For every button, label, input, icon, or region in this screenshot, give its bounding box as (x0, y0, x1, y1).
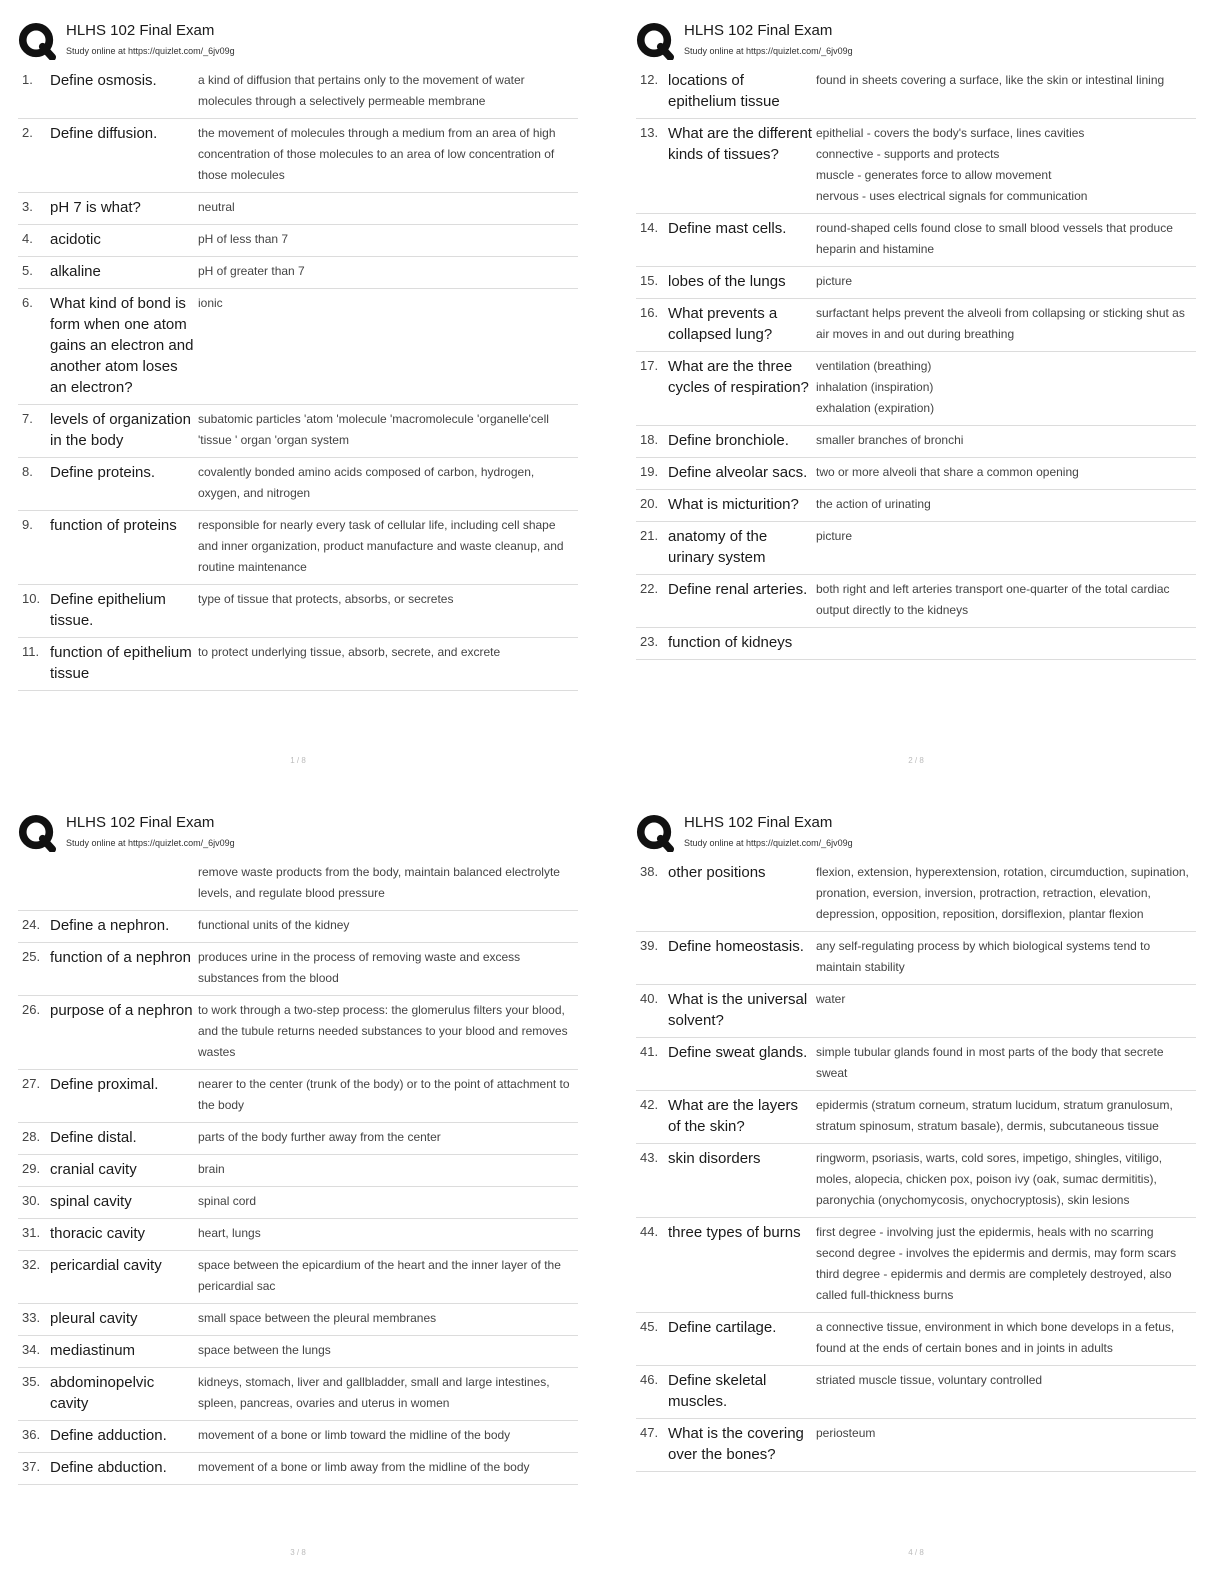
term-number: 43. (640, 1150, 659, 1165)
term-text: Define osmosis. (50, 72, 157, 89)
term-row (18, 1187, 578, 1219)
term-number (18, 862, 50, 904)
term-number: 32. (22, 1257, 41, 1272)
term-definition: surfactant helps prevent the alveoli from collapsing or sticking shut as air moves in and out during breathing (816, 306, 1185, 341)
term-definition: epidermis (stratum corneum, stratum lucidum, stratum granulosum, stratum spinosum, stratum basale), dermis, subcutaneous tissue (816, 1098, 1173, 1133)
term-row (636, 628, 1196, 660)
page-1 (18, 14, 598, 789)
term-definition: nearer to the center (trunk of the body) or to the point of attachment to the body (198, 1077, 570, 1112)
term-number: 20. (640, 496, 659, 511)
term-number: 38. (640, 864, 659, 879)
term-text: What is the universal solvent? (668, 991, 808, 1029)
term-definition: neutral (198, 200, 235, 214)
term-definition (816, 632, 1196, 653)
term-definition: movement of a bone or limb away from the midline of the body (198, 1460, 530, 1474)
term-definition: kidneys, stomach, liver and gallbladder, small and large intestines, spleen, pancreas, ovaries and uterus in women (198, 1375, 550, 1410)
term-text: alkaline (50, 263, 101, 280)
term-number: 5. (22, 263, 33, 278)
term-definition: any self-regulating process by which biological systems tend to maintain stability (816, 939, 1151, 974)
term-definition: smaller branches of bronchi (816, 433, 964, 447)
term-row (18, 458, 578, 511)
term-text: acidotic (50, 231, 101, 248)
term-text: Define sweat glands. (668, 1044, 808, 1061)
term-text: Define a nephron. (50, 917, 170, 934)
term-text: lobes of the lungs (668, 273, 786, 290)
term-number: 17. (640, 358, 659, 373)
term-definition: the movement of molecules through a medium from an area of high concentration of those molecules to an area of low concentration of those molecules (198, 126, 556, 182)
term-definition: pH of greater than 7 (198, 264, 305, 278)
term-definition: space between the lungs (198, 1343, 331, 1357)
term-definition: covalently bonded amino acids composed of carbon, hydrogen, oxygen, and nitrogen (198, 465, 535, 500)
term-definition: water (816, 992, 846, 1006)
term-number: 6. (22, 295, 33, 310)
term-text: thoracic cavity (50, 1225, 146, 1242)
quizlet-logo-icon (636, 814, 674, 852)
term-definition: ringworm, psoriasis, warts, cold sores, impetigo, shingles, vitiligo, moles, alopecia, chicken pox, poison ivy (oak, sumac dermititis), paronychia (onychomycosis, onychocryptosis), skin lesions (816, 1151, 1163, 1207)
term-number: 34. (22, 1342, 41, 1357)
page-header (636, 20, 1216, 64)
term-number: 41. (640, 1044, 659, 1059)
term-text: Define proximal. (50, 1076, 159, 1093)
term-definition: remove waste products from the body, maintain balanced electrolyte levels, and regulate blood pressure (198, 865, 560, 900)
term-text: purpose of a nephron (50, 1002, 193, 1019)
page-title: HLHS 102 Final Exam (66, 814, 215, 831)
term-number: 35. (22, 1374, 41, 1389)
term-row (18, 66, 578, 119)
term-number: 8. (22, 464, 33, 479)
term-text: What are the layers of the skin? (668, 1097, 799, 1135)
term-list (18, 66, 578, 691)
term-number: 19. (640, 464, 659, 479)
term-number: 13. (640, 125, 659, 140)
term-row (18, 1251, 578, 1304)
study-online-link[interactable]: Study online at https://quizlet.com/_6jv09g (66, 46, 235, 56)
term-definition: a kind of diffusion that pertains only to the movement of water molecules through a selectively permeable membrane (198, 73, 525, 108)
term-definition: produces urine in the process of removing waste and excess substances from the blood (198, 950, 521, 985)
term-list (636, 858, 1196, 1472)
term-text: Define bronchiole. (668, 432, 789, 449)
term-text: function of proteins (50, 517, 177, 534)
term-text: anatomy of the urinary system (668, 528, 768, 566)
term-row (636, 932, 1196, 985)
term-text: Define adduction. (50, 1427, 167, 1444)
term-definition: heart, lungs (198, 1226, 261, 1240)
page-header (18, 812, 598, 856)
term-number: 37. (22, 1459, 41, 1474)
term-row (18, 996, 578, 1070)
term-row (18, 289, 578, 405)
quizlet-logo-icon (18, 22, 56, 60)
page-title: HLHS 102 Final Exam (684, 22, 833, 39)
term-row (18, 405, 578, 458)
term-number: 47. (640, 1425, 659, 1440)
page-number: 3 / 8 (290, 1548, 306, 1557)
term-definition: found in sheets covering a surface, like the skin or intestinal lining (816, 73, 1165, 87)
page-4 (636, 806, 1216, 1581)
term-text: mediastinum (50, 1342, 136, 1359)
term-definition: simple tubular glands found in most parts of the body that secrete sweat (816, 1045, 1164, 1080)
page-number: 4 / 8 (908, 1548, 924, 1557)
term-row (636, 1218, 1196, 1313)
term-row (636, 214, 1196, 267)
term-row (636, 299, 1196, 352)
term-text: What kind of bond is form when one atom gains an electron and another atom loses an electron? (50, 295, 194, 396)
term-row (18, 119, 578, 193)
term-definition: space between the epicardium of the heart and the inner layer of the pericardial sac (198, 1258, 561, 1293)
term-row (18, 1421, 578, 1453)
term-definition: movement of a bone or limb toward the midline of the body (198, 1428, 511, 1442)
term-row (636, 1366, 1196, 1419)
term-number: 42. (640, 1097, 659, 1112)
term-number: 45. (640, 1319, 659, 1334)
page-3 (18, 806, 598, 1581)
term-row (18, 225, 578, 257)
term-row (636, 1144, 1196, 1218)
term-text: pH 7 is what? (50, 199, 141, 216)
term-number: 36. (22, 1427, 41, 1442)
term-text: Define diffusion. (50, 125, 158, 142)
term-text: cranial cavity (50, 1161, 137, 1178)
term-number: 4. (22, 231, 33, 246)
term-number: 21. (640, 528, 659, 543)
term-definition: subatomic particles 'atom 'molecule 'macromolecule 'organelle'cell 'tissue ' organ 'organ system (198, 412, 549, 447)
term-number: 25. (22, 949, 41, 964)
term-definition: responsible for nearly every task of cellular life, including cell shape and inner organization, product manufacture and waste cleanup, and routine maintenance (198, 518, 564, 574)
term-text: What is micturition? (668, 496, 799, 513)
study-online-link[interactable]: Study online at https://quizlet.com/_6jv09g (684, 838, 853, 848)
term-number: 14. (640, 220, 659, 235)
term-row (636, 858, 1196, 932)
term-text: Define skeletal muscles. (668, 1372, 767, 1410)
quizlet-logo-icon (636, 22, 674, 60)
term-number: 9. (22, 517, 33, 532)
study-online-link[interactable]: Study online at https://quizlet.com/_6jv09g (684, 46, 853, 56)
term-number: 28. (22, 1129, 41, 1144)
term-text: Define proteins. (50, 464, 156, 481)
term-text: Define abduction. (50, 1459, 167, 1476)
term-row (636, 522, 1196, 575)
term-list (18, 858, 578, 1485)
term-text: Define distal. (50, 1129, 137, 1146)
term-text: What are the different kinds of tissues? (668, 125, 812, 163)
term-text: three types of burns (668, 1224, 801, 1241)
term-number: 27. (22, 1076, 41, 1091)
term-row (18, 911, 578, 943)
term-row (18, 193, 578, 225)
term-number: 16. (640, 305, 659, 320)
term-number: 22. (640, 581, 659, 596)
term-definition: functional units of the kidney (198, 918, 350, 932)
term-number: 33. (22, 1310, 41, 1325)
term-text: What prevents a collapsed lung? (668, 305, 778, 343)
term-row (636, 490, 1196, 522)
term-definition: ventilation (breathing) inhalation (inspiration) exhalation (expiration) (816, 359, 935, 415)
term-definition: small space between the pleural membranes (198, 1311, 437, 1325)
term-number: 7. (22, 411, 33, 426)
term-number: 10. (22, 591, 41, 606)
study-online-link[interactable]: Study online at https://quizlet.com/_6jv09g (66, 838, 235, 848)
term-row (636, 1419, 1196, 1472)
term-row (636, 1313, 1196, 1366)
term-definition: parts of the body further away from the center (198, 1130, 441, 1144)
term-row (18, 511, 578, 585)
term-text: pleural cavity (50, 1310, 138, 1327)
term-row (18, 257, 578, 289)
term-definition: both right and left arteries transport one-quarter of the total cardiac output directly to the kidneys (816, 582, 1170, 617)
term-number: 24. (22, 917, 41, 932)
term-text: function of kidneys (668, 634, 793, 651)
term-number: 30. (22, 1193, 41, 1208)
term-definition: to work through a two-step process: the glomerulus filters your blood, and the tubule returns needed substances to your blood and removes wastes (198, 1003, 568, 1059)
term-text: Define mast cells. (668, 220, 787, 237)
term-row (636, 119, 1196, 214)
term-row (18, 1304, 578, 1336)
term-row (18, 1453, 578, 1485)
term-number: 23. (640, 634, 659, 649)
term-row (18, 638, 578, 691)
term-definition: round-shaped cells found close to small blood vessels that produce heparin and histamine (816, 221, 1173, 256)
term-row (636, 426, 1196, 458)
term-row (18, 585, 578, 638)
term-definition: pH of less than 7 (198, 232, 289, 246)
term-number: 1. (22, 72, 33, 87)
term-number: 40. (640, 991, 659, 1006)
term-row (18, 1336, 578, 1368)
term-row (18, 858, 578, 911)
term-number: 39. (640, 938, 659, 953)
term-text: Define cartilage. (668, 1319, 777, 1336)
term-definition: picture (816, 529, 853, 543)
term-text: Define homeostasis. (668, 938, 804, 955)
page-2 (636, 14, 1216, 789)
term-row (18, 943, 578, 996)
term-number: 2. (22, 125, 33, 140)
term-number: 18. (640, 432, 659, 447)
term-definition: periosteum (816, 1426, 876, 1440)
term-text: other positions (668, 864, 766, 881)
term-text: locations of epithelium tissue (668, 72, 780, 110)
term-row (636, 985, 1196, 1038)
page-title: HLHS 102 Final Exam (684, 814, 833, 831)
page-header (636, 812, 1216, 856)
term-definition: flexion, extension, hyperextension, rotation, circumduction, supination, pronation, eversion, inversion, protraction, retraction, elevation, depression, opposition, reposition, dorsiflexion, plantar flexion (816, 865, 1189, 921)
term-definition: ionic (198, 296, 223, 310)
term-row (636, 1038, 1196, 1091)
term-number: 15. (640, 273, 659, 288)
page-header (18, 20, 598, 64)
term-row (636, 267, 1196, 299)
page-number: 2 / 8 (908, 756, 924, 765)
term-definition: spinal cord (198, 1194, 257, 1208)
term-definition: the action of urinating (816, 497, 931, 511)
term-definition: brain (198, 1162, 225, 1176)
term-definition: epithelial - covers the body's surface, lines cavities connective - supports and protects muscle - generates force to allow movement nervous - uses electrical signals for communication (816, 126, 1088, 203)
term-number: 46. (640, 1372, 659, 1387)
term-row (18, 1155, 578, 1187)
page-title: HLHS 102 Final Exam (66, 22, 215, 39)
term-row (18, 1123, 578, 1155)
term-text: function of a nephron (50, 949, 191, 966)
term-list (636, 66, 1196, 660)
term-number: 12. (640, 72, 659, 87)
term-text: levels of organization in the body (50, 411, 191, 449)
term-text: Define alveolar sacs. (668, 464, 808, 481)
term-number: 3. (22, 199, 33, 214)
term-definition: to protect underlying tissue, absorb, secrete, and excrete (198, 645, 501, 659)
term-number: 26. (22, 1002, 41, 1017)
page-number: 1 / 8 (290, 756, 306, 765)
term-text: What is the covering over the bones? (668, 1425, 804, 1463)
term-text: abdominopelvic cavity (50, 1374, 155, 1412)
term-text: Define epithelium tissue. (50, 591, 166, 629)
term-text: function of epithelium tissue (50, 644, 192, 682)
term-text: What are the three cycles of respiration? (668, 358, 809, 396)
term-definition: first degree - involving just the epidermis, heals with no scarring second degree - involves the epidermis and dermis, may form scars third degree - epidermis and dermis are completely destroyed, also called full-thickness burns (816, 1225, 1177, 1302)
term-row (636, 458, 1196, 490)
term-row (636, 66, 1196, 119)
term-row (636, 1091, 1196, 1144)
term-number: 29. (22, 1161, 41, 1176)
term-number: 44. (640, 1224, 659, 1239)
term-definition: type of tissue that protects, absorbs, or secretes (198, 592, 454, 606)
term-definition: two or more alveoli that share a common opening (816, 465, 1079, 479)
term-row (18, 1368, 578, 1421)
term-number: 31. (22, 1225, 41, 1240)
term-row (18, 1219, 578, 1251)
term-text: Define renal arteries. (668, 581, 808, 598)
term-definition: a connective tissue, environment in which bone develops in a fetus, found at the ends of certain bones and in joints in adults (816, 1320, 1175, 1355)
term-definition: picture (816, 274, 853, 288)
term-row (18, 1070, 578, 1123)
term-text (50, 862, 198, 904)
quizlet-logo-icon (18, 814, 56, 852)
term-definition: striated muscle tissue, voluntary controlled (816, 1373, 1043, 1387)
term-row (636, 575, 1196, 628)
term-text: spinal cavity (50, 1193, 132, 1210)
term-row (636, 352, 1196, 426)
term-text: skin disorders (668, 1150, 761, 1167)
term-number: 11. (22, 644, 40, 659)
term-text: pericardial cavity (50, 1257, 162, 1274)
